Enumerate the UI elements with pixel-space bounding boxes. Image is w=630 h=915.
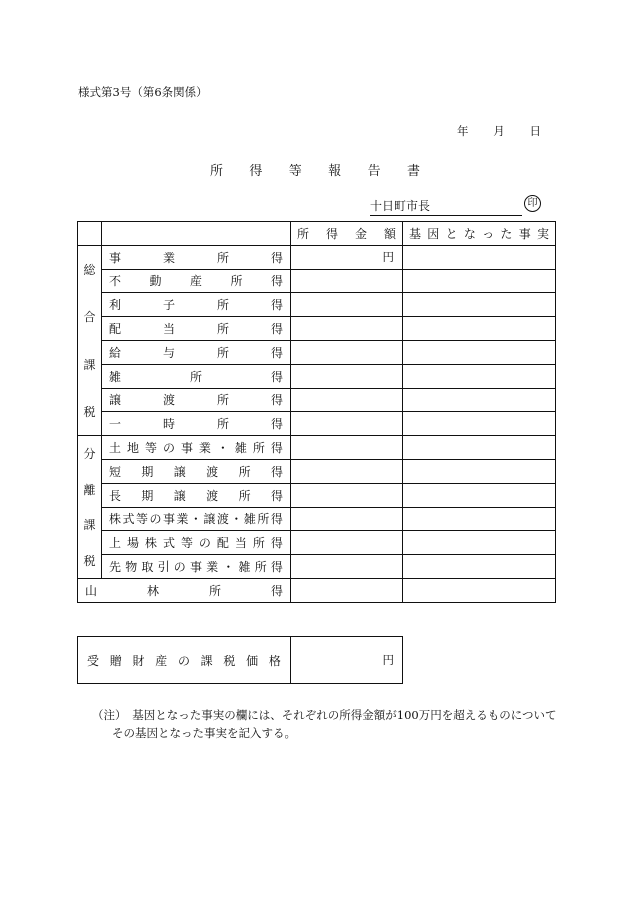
seal-mark: 印 (524, 195, 541, 212)
char: 当 (234, 536, 247, 551)
header-reason-cell (403, 222, 556, 246)
amount-cell[interactable] (291, 483, 403, 507)
reason-cell[interactable] (403, 364, 556, 388)
char: 期 (141, 488, 154, 503)
char: 税 (83, 553, 96, 568)
table-row (78, 555, 556, 579)
char: 短 (109, 464, 122, 479)
char: 得 (270, 322, 283, 337)
char: な (463, 226, 476, 241)
char: 得 (270, 274, 283, 289)
char: ・ (230, 512, 243, 527)
char: 得 (270, 441, 283, 456)
item-label (102, 534, 290, 551)
char: 給 (109, 345, 122, 360)
char: ・ (222, 560, 235, 575)
item-label (102, 272, 290, 289)
char: 得 (270, 393, 283, 408)
amount-cell[interactable] (291, 412, 403, 436)
reason-cell[interactable] (403, 483, 556, 507)
char: 配 (109, 322, 122, 337)
item-label (102, 320, 290, 337)
char: 譲 (203, 512, 216, 527)
char: 所 (297, 226, 310, 241)
char: 得 (270, 369, 283, 384)
char: 受 (87, 653, 100, 668)
char: 金 (354, 226, 367, 241)
reason-cell[interactable] (403, 388, 556, 412)
reason-cell[interactable] (403, 459, 556, 483)
char: 所 (216, 250, 229, 265)
char: の (177, 653, 190, 668)
item-label-cell (102, 555, 291, 579)
table-row (78, 531, 556, 555)
char: 産 (155, 653, 168, 668)
group-label (78, 436, 101, 578)
amount-cell[interactable] (291, 507, 403, 531)
char: 所 (238, 488, 251, 503)
item-label-cell (102, 531, 291, 555)
group-label (78, 246, 101, 435)
char: 所 (254, 560, 267, 575)
amount-cell[interactable] (291, 578, 403, 602)
char: 得 (270, 488, 283, 503)
item-label (102, 249, 290, 266)
char: 所 (238, 464, 251, 479)
char: 業 (162, 250, 175, 265)
char: 所 (216, 345, 229, 360)
char: っ (482, 226, 495, 241)
item-label (102, 463, 290, 480)
amount-cell[interactable] (291, 459, 403, 483)
char: ・ (189, 512, 202, 527)
char: 等 (288, 164, 302, 179)
reason-cell[interactable] (403, 578, 556, 602)
char: 書 (406, 164, 420, 179)
char: 得 (270, 417, 283, 432)
char: 額 (383, 226, 396, 241)
char: の (173, 560, 186, 575)
item-label (102, 510, 290, 527)
char: 事 (109, 250, 122, 265)
char: 等 (135, 512, 148, 527)
char: 譲 (173, 488, 186, 503)
char: 所 (257, 512, 270, 527)
gift-amount-cell[interactable]: 円 (291, 637, 403, 684)
table-row (78, 364, 556, 388)
note-line-2: その基因となった事実を記入する。 (112, 726, 296, 740)
item-label (78, 582, 290, 599)
char: 山 (85, 583, 98, 598)
item-label-cell (102, 364, 291, 388)
date-year: 年 (457, 124, 469, 138)
amount-cell[interactable] (291, 364, 403, 388)
amount-cell[interactable]: 円 (291, 245, 403, 269)
reason-cell[interactable] (403, 293, 556, 317)
income-table (77, 221, 556, 603)
char: 得 (270, 345, 283, 360)
item-label-cell (102, 507, 291, 531)
addressee: 十日町市長 (370, 197, 522, 216)
item-label-cell (102, 436, 291, 460)
char: 所 (216, 417, 229, 432)
amount-cell[interactable] (291, 436, 403, 460)
char: 事 (518, 226, 531, 241)
item-label (102, 296, 290, 313)
amount-cell[interactable] (291, 340, 403, 364)
char: 分 (83, 447, 96, 462)
gift-row (78, 637, 403, 684)
char: 上 (109, 536, 122, 551)
char: 配 (216, 536, 229, 551)
char: 事 (162, 512, 175, 527)
char: 渡 (206, 464, 219, 479)
header-blank-1 (78, 222, 102, 246)
char: 因 (427, 226, 440, 241)
char: 業 (206, 560, 219, 575)
char: 渡 (206, 488, 219, 503)
reason-cell[interactable] (403, 317, 556, 341)
char: 所 (252, 441, 265, 456)
item-label-cell (102, 388, 291, 412)
char: と (445, 226, 458, 241)
char: 所 (189, 369, 202, 384)
header-amount-cell (291, 222, 403, 246)
char: 得 (270, 464, 283, 479)
item-label-cell (102, 483, 291, 507)
char: 取 (141, 560, 154, 575)
char: 雑 (234, 441, 247, 456)
char: 価 (246, 653, 259, 668)
table-row (78, 412, 556, 436)
char: 式 (162, 536, 175, 551)
table-row (78, 578, 556, 602)
note-line-1: （注） 基因となった事実の欄には、それぞれの所得金額が100万円を超えるものについて (92, 708, 557, 722)
char: 場 (126, 536, 139, 551)
reason-cell[interactable] (403, 412, 556, 436)
char: 渡 (162, 393, 175, 408)
date-line (457, 123, 541, 139)
char: 税 (83, 405, 96, 419)
char: 得 (249, 164, 263, 179)
char: 離 (83, 482, 96, 497)
reason-cell[interactable] (403, 555, 556, 579)
header-reason (403, 225, 555, 242)
table-row (78, 483, 556, 507)
reason-cell[interactable] (403, 436, 556, 460)
char: 課 (83, 357, 96, 372)
char: 格 (268, 653, 281, 668)
char: 総 (83, 262, 96, 277)
char: 先 (109, 560, 122, 575)
char: 告 (367, 164, 381, 179)
item-label (102, 344, 290, 361)
item-label-cell (102, 317, 291, 341)
char: 財 (132, 653, 145, 668)
char: 与 (162, 345, 175, 360)
amount-cell[interactable] (291, 388, 403, 412)
reason-cell[interactable] (403, 245, 556, 269)
char: 所 (216, 298, 229, 313)
reason-cell[interactable] (403, 340, 556, 364)
char: 動 (149, 274, 162, 289)
char: の (162, 441, 175, 456)
gift-label (78, 652, 290, 669)
item-label-cell (102, 269, 291, 293)
char: 産 (189, 274, 202, 289)
item-label (102, 415, 290, 432)
char: ・ (216, 441, 229, 456)
date-day: 日 (529, 124, 541, 138)
reason-cell[interactable] (403, 507, 556, 531)
char: 雑 (109, 369, 122, 384)
char: 税 (223, 653, 236, 668)
char: 所 (216, 322, 229, 337)
item-label (102, 558, 290, 575)
table-row (78, 293, 556, 317)
char: 所 (208, 583, 221, 598)
char: 長 (109, 488, 122, 503)
amount-cell[interactable] (291, 555, 403, 579)
char: 所 (216, 393, 229, 408)
char: 事 (189, 560, 202, 575)
char: 等 (144, 441, 157, 456)
char: 譲 (173, 464, 186, 479)
item-label (102, 487, 290, 504)
table-row (78, 269, 556, 293)
char: 業 (176, 512, 189, 527)
char: 得 (270, 250, 283, 265)
char: 不 (109, 274, 122, 289)
char: 得 (270, 560, 283, 575)
char: 合 (83, 310, 96, 325)
char: の (149, 512, 162, 527)
item-label-cell (102, 412, 291, 436)
gift-label-cell (78, 637, 291, 684)
char: 利 (109, 298, 122, 313)
group-label-cell (78, 436, 102, 579)
document-title (210, 160, 420, 179)
char: 式 (122, 512, 135, 527)
amount-cell[interactable] (291, 531, 403, 555)
char: 得 (270, 298, 283, 313)
char: 地 (126, 441, 139, 456)
item-label-cell (102, 340, 291, 364)
char: 渡 (216, 512, 229, 527)
item-label-cell (102, 293, 291, 317)
char: 所 (210, 164, 224, 179)
char: 当 (162, 322, 175, 337)
char: 林 (146, 583, 159, 598)
table-row (78, 388, 556, 412)
gift-table (77, 636, 403, 684)
char: 物 (125, 560, 138, 575)
item-label-cell (78, 578, 291, 602)
amount-cell[interactable] (291, 317, 403, 341)
table-row (78, 507, 556, 531)
header-row (78, 222, 556, 246)
reason-cell[interactable] (403, 531, 556, 555)
char: 土 (109, 441, 122, 456)
char: 期 (141, 464, 154, 479)
header-amount (291, 225, 402, 242)
table-row (78, 340, 556, 364)
form-number: 様式第3号（第6条関係） (78, 85, 208, 99)
item-label (102, 439, 290, 456)
header-blank-2 (102, 222, 291, 246)
char: 得 (270, 512, 283, 527)
item-label-cell (102, 245, 291, 269)
char: 株 (144, 536, 157, 551)
char: 時 (162, 417, 175, 432)
group-label-cell (78, 245, 102, 435)
char: 雑 (243, 512, 256, 527)
char: 所 (230, 274, 243, 289)
table-row (78, 317, 556, 341)
char: 事 (180, 441, 193, 456)
char: 譲 (109, 393, 122, 408)
char: 得 (270, 536, 283, 551)
char: 子 (162, 298, 175, 313)
date-month: 月 (493, 124, 505, 138)
table-row (78, 245, 556, 269)
char: 実 (536, 226, 549, 241)
char: 所 (252, 536, 265, 551)
char: 一 (109, 417, 122, 432)
char: 得 (270, 583, 283, 598)
char: の (198, 536, 211, 551)
item-label (102, 391, 290, 408)
char: 報 (328, 164, 342, 179)
char: 課 (83, 518, 96, 533)
reason-cell[interactable] (403, 269, 556, 293)
char: 業 (198, 441, 211, 456)
table-row (78, 459, 556, 483)
char: 引 (157, 560, 170, 575)
char: 雑 (238, 560, 251, 575)
char: 課 (200, 653, 213, 668)
char: 得 (325, 226, 338, 241)
item-label-cell (102, 459, 291, 483)
item-label (102, 368, 290, 385)
table-row (78, 436, 556, 460)
note (92, 706, 562, 742)
char: 株 (109, 512, 122, 527)
char: 等 (180, 536, 193, 551)
amount-cell[interactable] (291, 293, 403, 317)
char: 基 (409, 226, 422, 241)
amount-cell[interactable] (291, 269, 403, 293)
char: た (500, 226, 513, 241)
char: 贈 (109, 653, 122, 668)
